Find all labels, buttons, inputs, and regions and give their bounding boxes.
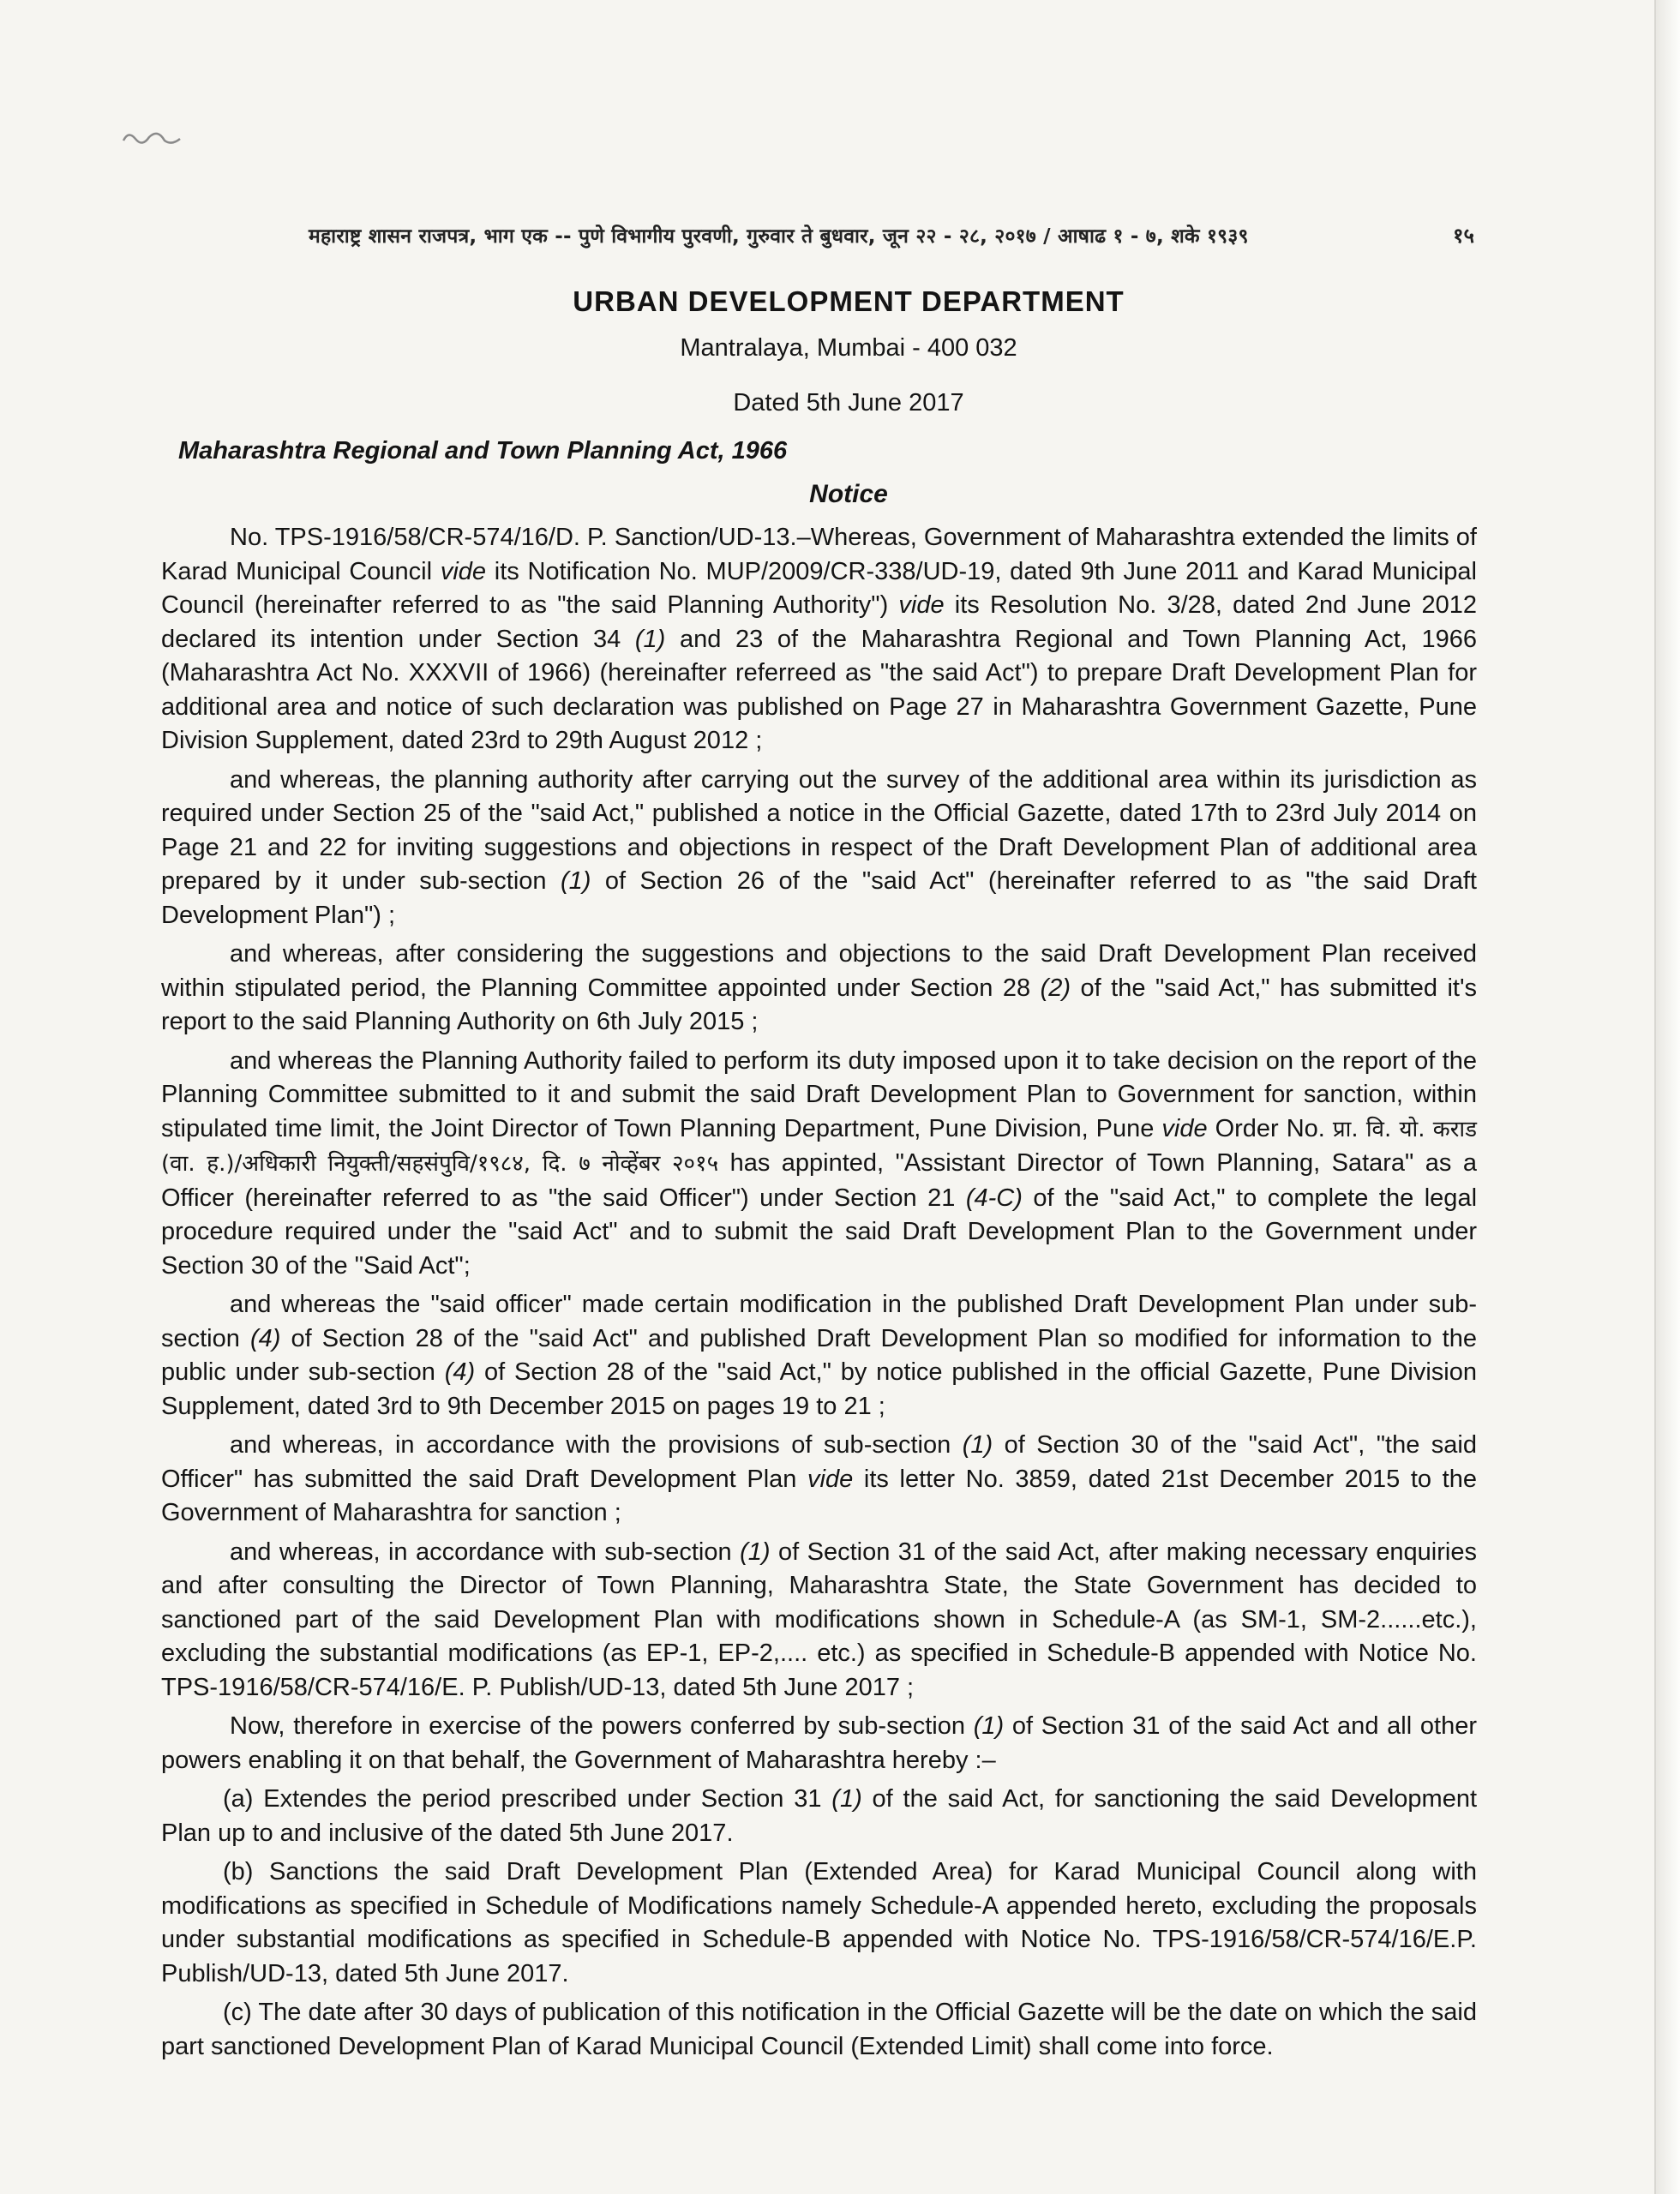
paragraph-8 <box>161 1710 1477 1777</box>
paragraph-7 <box>161 1536 1477 1705</box>
page-number: १५ <box>1453 224 1474 248</box>
act-title: Maharashtra Regional and Town Planning Act, 1966 <box>178 437 788 465</box>
italic-run: (2) <box>1040 974 1071 1002</box>
italic-run: (4) <box>444 1358 476 1386</box>
page-edge <box>1654 0 1680 2194</box>
text-run: of Section 30 of the "said Act", "the said Officer" has submitted the said Draft Development Plan <box>161 1431 1477 1493</box>
notice-date: Dated 5th June 2017 <box>733 389 964 417</box>
handwritten-mark <box>120 120 189 154</box>
italic-run: (1) <box>831 1785 862 1813</box>
italic-run: (1) <box>561 867 591 895</box>
italic-run: (1) <box>634 625 666 653</box>
italic-run: vide <box>440 557 487 585</box>
text-run: and whereas, after considering the suggestions and objections to the said Draft Development Plan received within stipulated period, the Planning Committee appointed under Section 28 <box>161 940 1477 1002</box>
clause-b: (b) Sanctions the said Draft Development Plan (Extended Area) for Karad Municipal Council along with modifications as specified in Schedule of Modifications namely Schedule-A appended hereto, excluding the proposals under substantial modifications as specified in Schedule-B appended with Notice No. TPS-1916/58/CR-574/16/E.P. Publish/UD-13, dated 5th June 2017. <box>161 1858 1477 1987</box>
italic-run: (4) <box>249 1324 281 1352</box>
text-run: and whereas, in accordance with the provisions of sub-section <box>230 1431 963 1459</box>
gazette-header: महाराष्ट्र शासन राजपत्र, भाग एक -- पुणे विभागीय पुरवणी, गुरुवार ते बुधवार, जून २२ - २८, २०१७ / आषाढ १ - ७, शके १९३९ <box>309 225 1249 248</box>
text-run: its Notification No. MUP/2009/CR-338/UD-19, dated 9th June 2011 and Karad Municipal Council (hereinafter referred to as "the said Planning Authority") <box>161 557 1477 619</box>
text-run: No. TPS-1916/58/CR-574/16/D. P. Sanction/UD-13.–Whereas, Government of Maharashtra extended the limits of Karad Municipal Council <box>161 524 1477 585</box>
text-run: of Section 26 of the "said Act" (hereinafter referred to as "the said Draft Development Plan") ; <box>161 867 1477 929</box>
text-run: Now, therefore in exercise of the powers conferred by sub-section <box>230 1712 974 1740</box>
paragraph-5 <box>161 1288 1477 1424</box>
order-number-devanagari: प्रा. वि. यो. कराड (वा. ह.)/अधिकारी नियुक्ती/सहसंपुवि/१९८४, दि. ७ नोव्हेंबर २०१५ <box>161 1116 1478 1177</box>
paragraph-4 <box>161 1045 1477 1284</box>
paragraph-1 <box>161 521 1477 758</box>
text-run: has appinted, "Assistant Director of Town Planning, Satara" as a Officer (hereinafter referred to as "the said Officer") under Section 21 <box>161 1149 1478 1212</box>
clause-c: (c) The date after 30 days of publication of this notification in the Official Gazette will be the date on which the said part sanctioned Development Plan of Karad Municipal Council (Extended Limit) shall come into force. <box>161 1999 1477 2060</box>
text-run: of the said Act, for sanctioning the said Development Plan up to and inclusive of the dated 5th June 2017. <box>161 1785 1478 1847</box>
department-title: URBAN DEVELOPMENT DEPARTMENT <box>573 285 1125 317</box>
paragraph-6 <box>161 1429 1477 1531</box>
italic-run: vide <box>807 1465 854 1493</box>
notice-body <box>161 521 1477 2069</box>
paragraph-2 <box>161 764 1477 933</box>
text-run: of the "said Act," to complete the legal procedure required under the "said Act" and to submit the said Draft Development Plan to the Government under Section 30 of the "Said Act"; <box>161 1184 1478 1280</box>
text-run: (a) Extendes the period prescribed under Section 31 <box>223 1785 832 1813</box>
text-run: and whereas the "said officer" made certain modification in the published Draft Development Plan under sub-section <box>161 1291 1477 1352</box>
italic-run: (1) <box>962 1431 993 1459</box>
department-address: Mantralaya, Mumbai - 400 032 <box>680 334 1017 362</box>
italic-run: (4-C) <box>965 1184 1023 1212</box>
text-run: Order No. <box>1207 1114 1333 1142</box>
text-run: and whereas the Planning Authority failed to perform its duty imposed upon it to take decision on the report of the Planning Committee submitted to it and submit the said Draft Development Plan to Government for sanction, within stipulated time limit, the Joint Director of Town Planning Department, Pune Division, Pune <box>161 1046 1477 1142</box>
paragraph-3 <box>161 938 1477 1040</box>
text-run: its letter No. 3859, dated 21st December 2015 to the Government of Maharashtra for sanction ; <box>161 1465 1477 1526</box>
italic-run: (1) <box>740 1538 771 1566</box>
text-run: of Section 31 of the said Act, after making necessary enquiries and after consulting the Director of Town Planning, Maharashtra State, the State Government has decided to sanctioned part of the said Development Plan with modifications shown in Schedule-A (as SM-1, SM-2......etc.), excluding the substantial modifications (as EP-1, EP-2,.... etc.) as specified in Schedule-B appended with Notice No. TPS-1916/58/CR-574/16/E. P. Publish/UD-13, dated 5th June 2017 ; <box>161 1538 1477 1701</box>
text-run: of the "said Act," has submitted it's report to the said Planning Authority on 6th July 2015 ; <box>161 974 1477 1035</box>
italic-run: (1) <box>973 1712 1005 1740</box>
text-run: and 23 of the Maharashtra Regional and Town Planning Act, 1966 (Maharashtra Act No. XXXVII of 1966) (hereinafter referreed as "the said Act") to prepare Draft Development Plan for additional area and notice of such declaration was published on Page 27 in Maharashtra Government Gazette, Pune Division Supplement, dated 23rd to 29th August 2012 ; <box>161 625 1478 754</box>
italic-run: vide <box>898 591 945 619</box>
notice-heading: Notice <box>809 480 888 508</box>
text-run: and whereas, in accordance with sub-section <box>230 1538 741 1566</box>
text-run: its Resolution No. 3/28, dated 2nd June 2012 declared its intention under Section 34 <box>161 591 1478 653</box>
italic-run: vide <box>1161 1114 1208 1142</box>
clause-a <box>161 1783 1477 1850</box>
text-run: and whereas, the planning authority after carrying out the survey of the additional area within its jurisdiction as required under Section 25 of the "said Act," published a notice in the Official Gazette, dated 17th to 23rd July 2014 on Page 21 and 22 for inviting suggestions and objections in respect of the Draft Development Plan of additional area prepared by it under sub-section <box>161 765 1477 895</box>
text-run: of Section 28 of the "said Act," by notice published in the official Gazette, Pune Division Supplement, dated 3rd to 9th December 2015 on pages 19 to 21 ; <box>161 1358 1477 1420</box>
text-run: of Section 28 of the "said Act" and published Draft Development Plan so modified for information to the public under sub-section <box>161 1324 1477 1386</box>
text-run: of Section 31 of the said Act and all other powers enabling it on that behalf, the Government of Maharashtra hereby :– <box>161 1712 1477 1774</box>
